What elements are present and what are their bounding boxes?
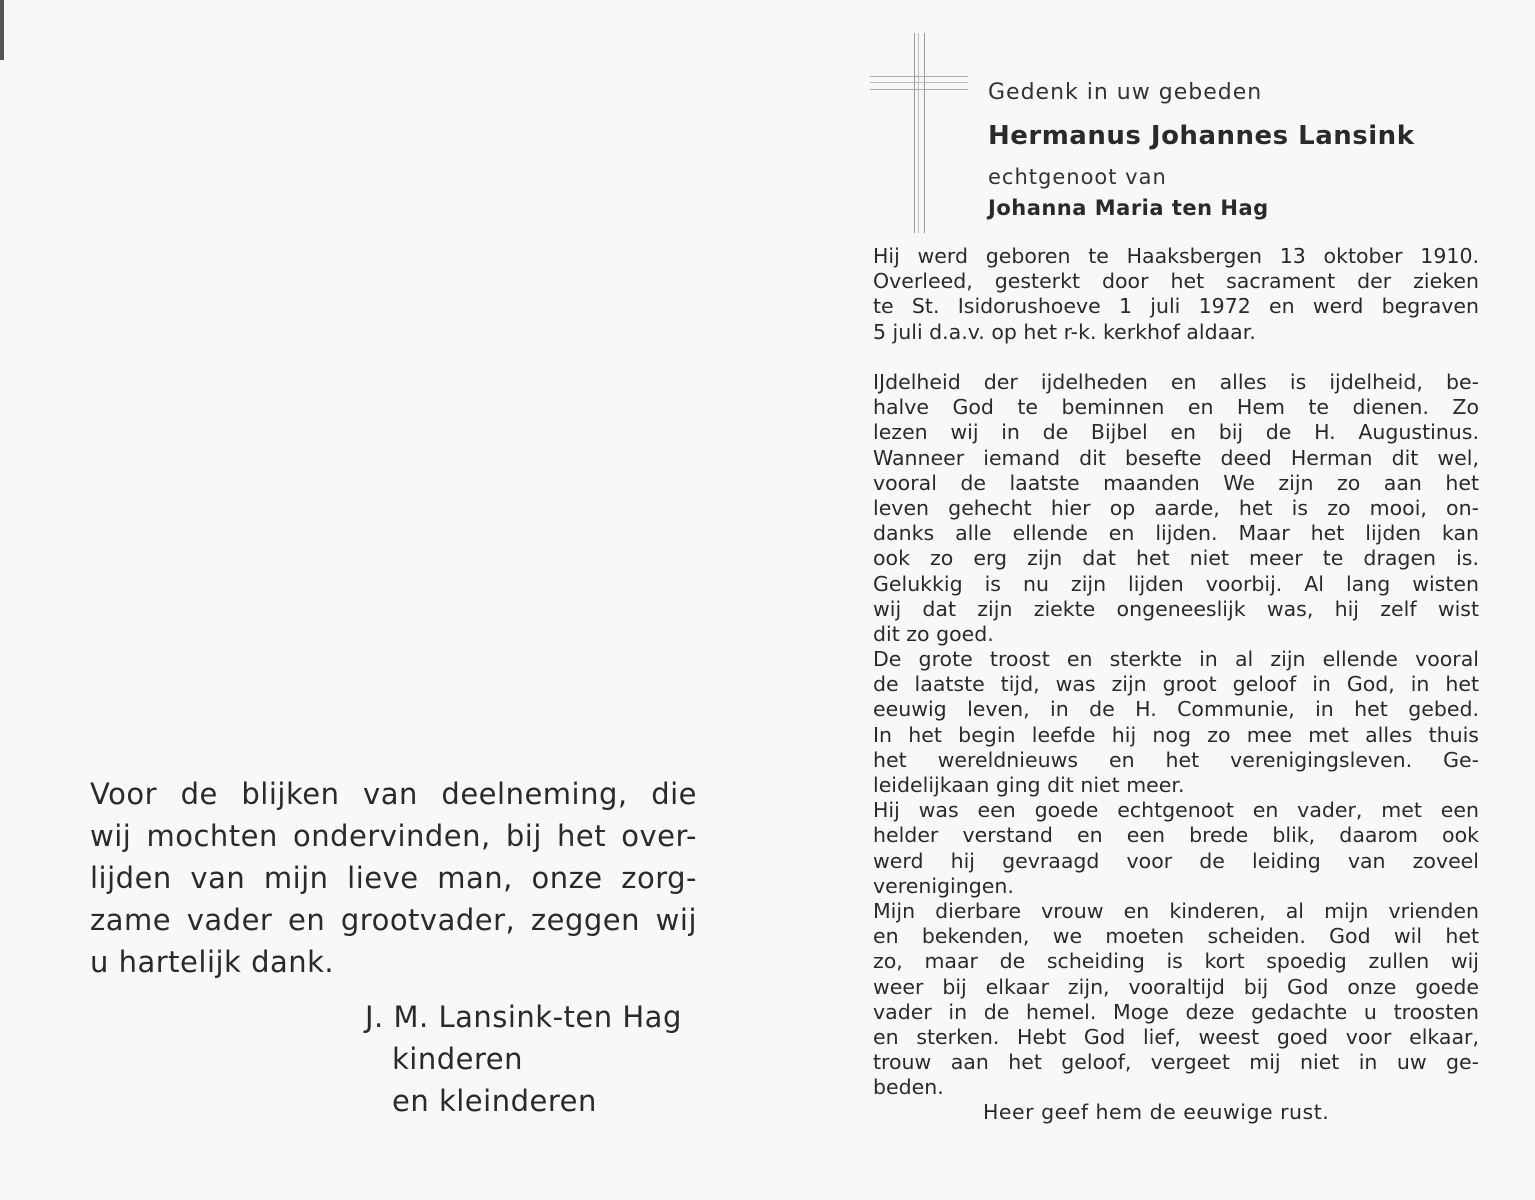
scan-edge [0,0,4,60]
text-line: trouw aan het geloof, vergeet mij niet in uw ge- [873,1050,1479,1075]
text-line: wij dat zijn ziekte ongeneeslijk was, hij zelf wist [873,596,1479,621]
text-line: zame vader en grootvader, zeggen wij [90,903,697,937]
deceased-name: Hermanus Johannes Lansink [988,121,1415,151]
text-line: dit zo goed. [873,621,994,646]
text-line: Hij werd geboren te Haaksbergen 13 oktober 1910. [873,244,1479,268]
text-line: Overleed, gesterkt door het sacrament der zieken [873,269,1479,294]
text-line: vader in de hemel. Moge deze gedachte u troosten [873,999,1479,1024]
text-line: vooral de laatste maanden We zijn zo aan het [873,470,1479,495]
text-line: leven gehecht hier op aarde, het is zo mooi, on- [873,495,1479,520]
spouse-name: Johanna Maria ten Hag [988,196,1269,220]
closing-prayer: Heer geef hem de eeuwige rust. [983,1100,1330,1124]
text-line: In het begin leefde hij nog zo mee met alles thuis [873,722,1479,747]
text-line: ook zo erg zijn dat het niet meer te dragen is. [873,546,1479,571]
text-line: halve God te beminnen en Hem te dienen. Zo [873,395,1479,420]
text-line: zo, maar de scheiding is kort spoedig zullen wij [873,949,1479,974]
text-line: en sterken. Hebt God lief, weest goed voor elkaar, [873,1024,1479,1049]
text-line: danks alle ellende en lijden. Maar het lijden kan [873,521,1479,546]
text-line: lezen wij in de Bijbel en bij de H. Augustinus. [873,420,1479,445]
memorial-text [873,370,1479,1100]
text-line: leidelijkaan ging dit niet meer. [873,773,1185,797]
text-line: de laatste tijd, was zijn groot geloof in God, in het [873,672,1479,697]
thanks-text [90,773,697,983]
text-line: IJdelheid der ijdelheden en alles is ijdelheid, be- [873,370,1479,394]
prayer-intro: Gedenk in uw gebeden [988,80,1263,105]
text-line: beden. [873,1075,944,1100]
text-line: Gelukkig is nu zijn lijden voorbij. Al lang wisten [873,571,1479,596]
text-line: Voor de blijken van deelneming, die [90,777,697,811]
signature-children: kinderen [392,1042,523,1076]
text-line: Wanneer iemand dit besefte deed Herman dit wel, [873,445,1479,470]
text-line: eeuwig leven, in de H. Communie, in het gebed. [873,697,1479,722]
text-line: het wereldnieuws en het verenigingsleven. Ge- [873,747,1479,772]
text-line: en bekenden, we moeten scheiden. God wil het [873,924,1479,949]
signature-grandchildren: en kleinderen [392,1084,597,1118]
text-line: De grote troost en sterkte in al zijn ellende vooral [873,647,1479,672]
text-line: werd hij gevraagd voor de leiding van zoveel [873,848,1479,873]
signature-widow: J. M. Lansink-ten Hag [365,1000,682,1034]
text-line: lijden van mijn lieve man, onze zorg- [90,861,697,895]
text-line: te St. Isidorushoeve 1 juli 1972 en werd begraven [873,294,1479,319]
text-line: 5 juli d.a.v. op het r-k. kerkhof aldaar. [873,319,1256,344]
text-line: verenigingen. [873,873,1014,898]
text-line: helder verstand en een brede blik, daarom ook [873,823,1479,848]
text-line: Hij was een goede echtgenoot en vader, met een [873,798,1479,823]
text-line: u hartelijk dank. [90,945,335,979]
spouse-label: echtgenoot van [988,165,1167,189]
text-line: Mijn dierbare vrouw en kinderen, al mijn vrienden [873,898,1479,923]
biography [873,244,1479,345]
text-line: wij mochten ondervinden, bij het over- [90,819,697,853]
text-line: weer bij elkaar zijn, vooraltijd bij God onze goede [873,974,1479,999]
